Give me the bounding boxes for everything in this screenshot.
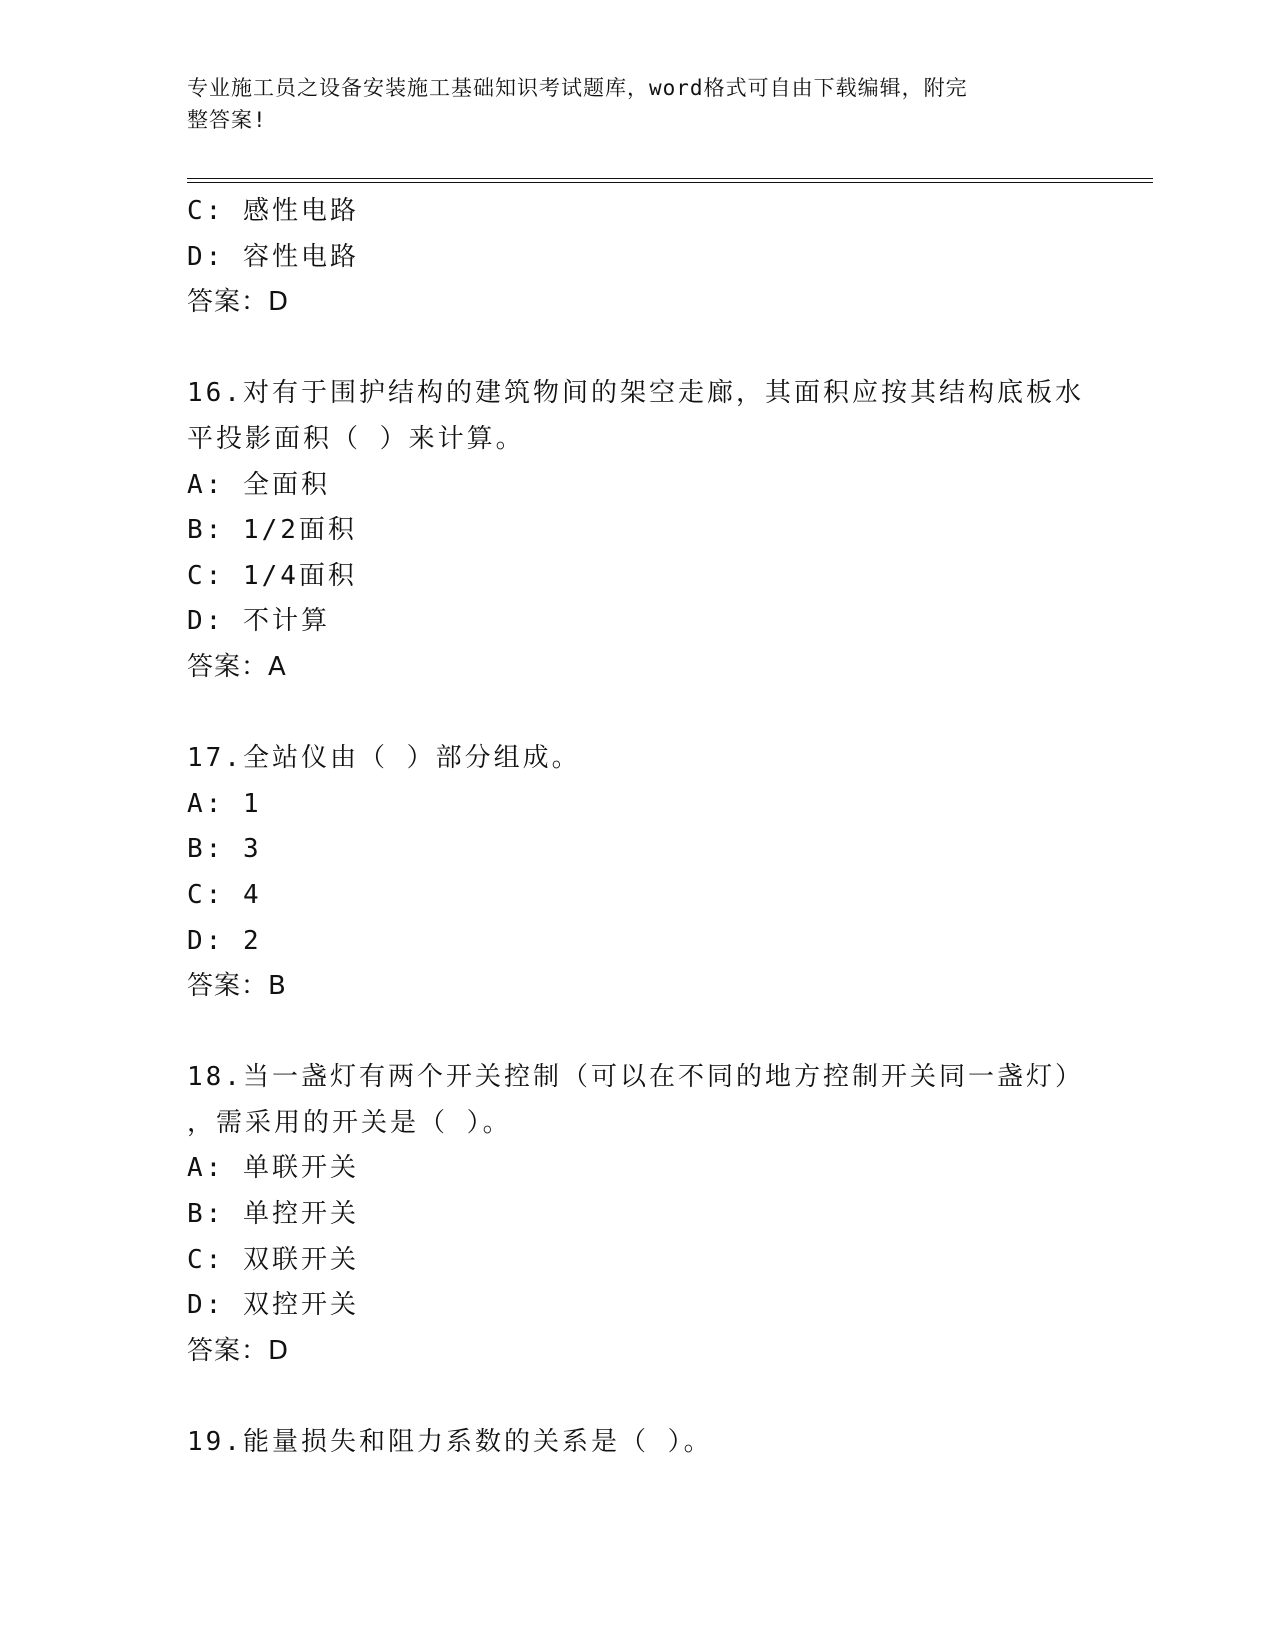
option-b: B: 3 — [187, 834, 262, 865]
option-a: A: 单联开关 — [187, 1153, 359, 1184]
option-d: D: 容性电路 — [187, 241, 359, 272]
option-b: B: 单控开关 — [187, 1199, 359, 1230]
question-block-18 — [187, 1055, 1087, 1374]
option-d: D: 不计算 — [187, 606, 330, 637]
header-line-2: 整答案! — [187, 108, 267, 132]
answer-line: 答案：B — [187, 971, 287, 1002]
header-line-1: 专业施工员之设备安装施工基础知识考试题库，word格式可自由下载编辑，附完 — [187, 76, 968, 100]
question-list — [187, 189, 1087, 1466]
question-stem: ，需采用的开关是（ ）。 — [187, 1107, 512, 1138]
question-stem: 16.对有于围护结构的建筑物间的架空走廊，其面积应按其结构底板水 — [187, 378, 1084, 409]
option-b: B: 1/2面积 — [187, 515, 357, 546]
spacer — [187, 326, 1087, 372]
option-c: C: 双联开关 — [187, 1244, 359, 1275]
option-a: A: 全面积 — [187, 469, 330, 500]
question-block-17 — [187, 736, 1087, 1010]
answer-line: 答案：D — [187, 1335, 290, 1366]
option-d: D: 双控开关 — [187, 1290, 359, 1321]
question-stem: 19.能量损失和阻力系数的关系是（ ）。 — [187, 1427, 713, 1458]
spacer — [187, 691, 1087, 737]
question-block-15 — [187, 189, 1087, 326]
answer-line: 答案：A — [187, 651, 287, 682]
question-stem: 17.全站仪由（ ）部分组成。 — [187, 743, 581, 774]
question-stem: 18.当一盏灯有两个开关控制（可以在不同的地方控制开关同一盏灯） — [187, 1062, 1084, 1093]
option-c: C: 4 — [187, 879, 262, 910]
option-a: A: 1 — [187, 788, 262, 819]
question-block-16 — [187, 371, 1087, 690]
header-divider-bottom — [187, 182, 1153, 183]
option-c: C: 1/4面积 — [187, 560, 357, 591]
question-stem: 平投影面积（ ）来计算。 — [187, 423, 525, 454]
answer-line: 答案：D — [187, 287, 290, 318]
question-block-19 — [187, 1420, 1087, 1466]
option-d: D: 2 — [187, 925, 262, 956]
header-divider-top — [187, 178, 1153, 179]
spacer — [187, 1374, 1087, 1420]
document-header — [187, 72, 1067, 136]
spacer — [187, 1010, 1087, 1056]
option-c: C: 感性电路 — [187, 196, 359, 226]
